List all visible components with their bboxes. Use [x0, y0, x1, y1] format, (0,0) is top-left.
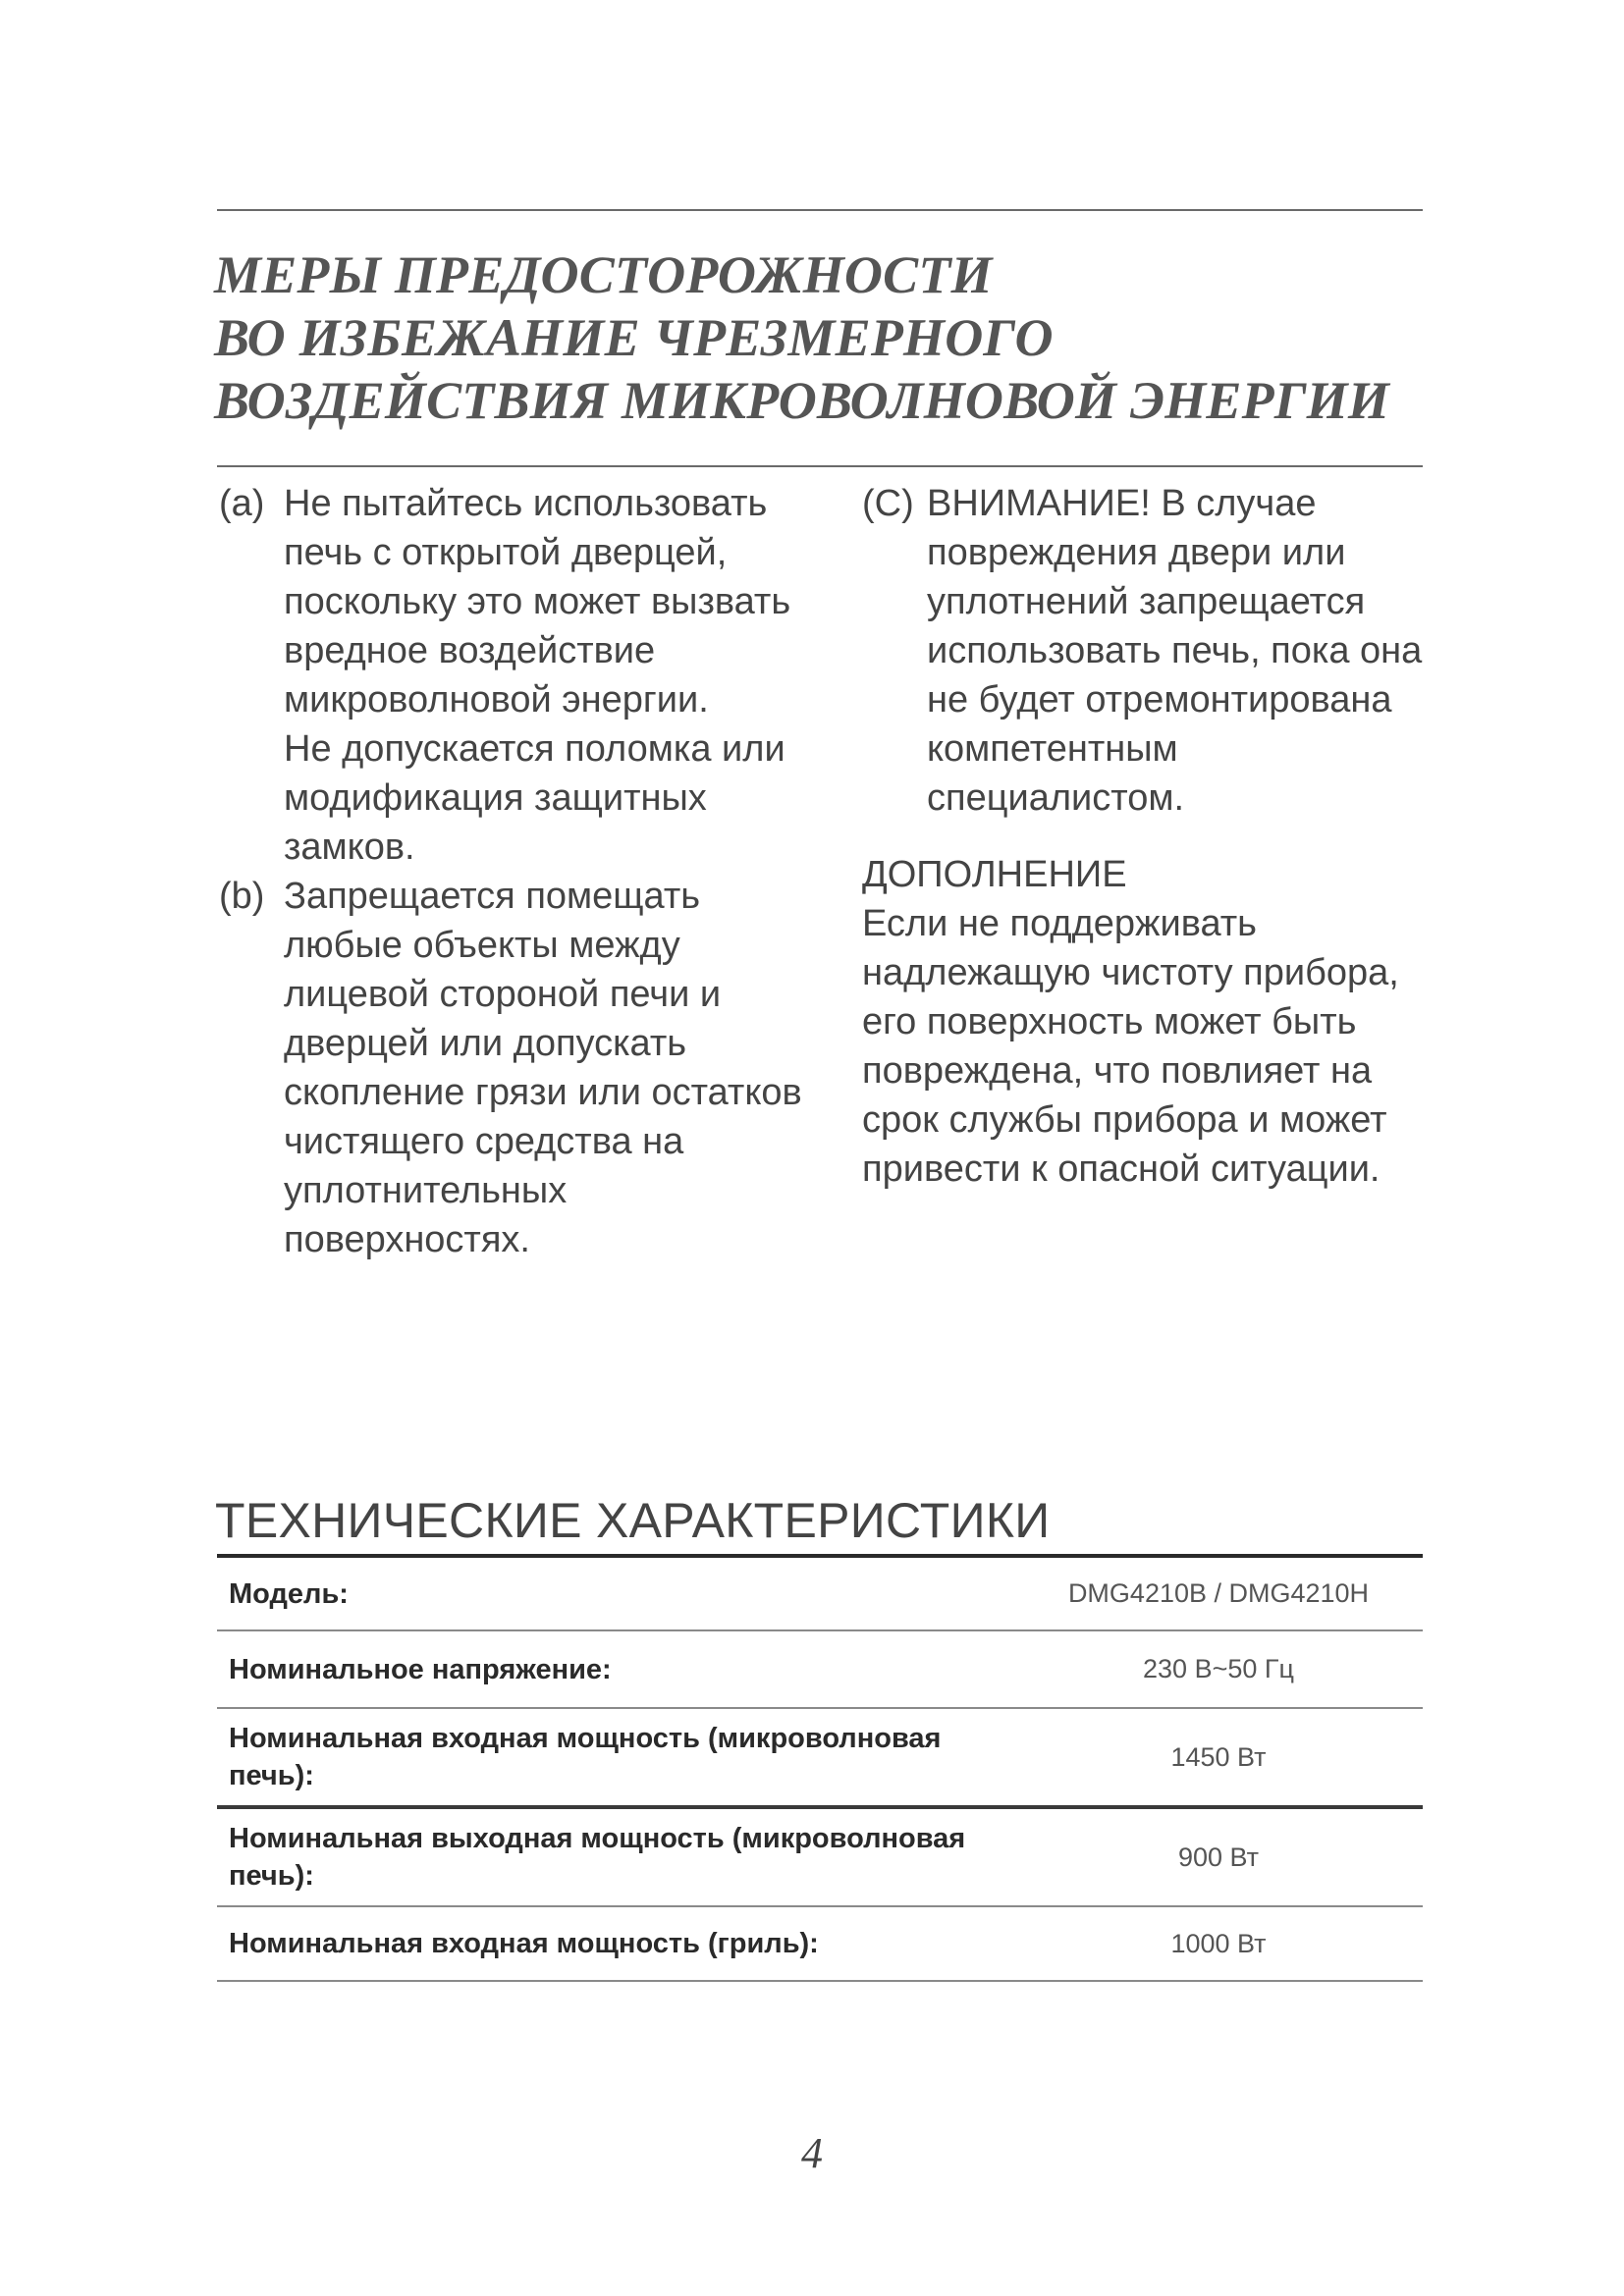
specs-table — [217, 1554, 1423, 1982]
title-line-1: МЕРЫ ПРЕДОСТОРОЖНОСТИ — [214, 245, 993, 304]
page-title — [214, 243, 1389, 432]
addendum-label: ДОПОЛНЕНИЕ — [862, 854, 1127, 895]
precaution-b — [219, 872, 808, 1264]
title-rule — [217, 465, 1423, 467]
spec-label: Модель: — [229, 1577, 349, 1610]
title-line-2: ВО ИЗБЕЖАНИЕ ЧРЕЗМЕРНОГО — [214, 308, 1054, 367]
precaution-c-text: ВНИМАНИЕ! В случае повреждения двери или уплотнений запрещается использовать печь, пока она не будет отремонтирована компетентным специалистом. — [927, 483, 1423, 819]
table-row — [217, 1907, 1423, 1982]
precautions-right-column — [862, 479, 1432, 1194]
precaution-c — [862, 479, 1432, 823]
spec-value: 1450 Вт — [1170, 1741, 1267, 1772]
title-line-3: ВОЗДЕЙСТВИЯ МИКРОВОЛНОВОЙ ЭНЕРГИИ — [214, 371, 1390, 430]
spec-label: Номинальная входная мощность (гриль): — [229, 1928, 819, 1959]
spec-label: Номинальная входная мощность (микроволновая печь): — [229, 1723, 942, 1791]
precautions-left-column — [219, 479, 808, 1264]
precaution-c-marker: (C) — [862, 483, 914, 524]
precaution-a-text: Не пытайтесь использовать печь с открытой дверцей, поскольку это может вызвать вредное воздействие микроволновой энергии. — [284, 483, 791, 721]
precaution-a — [219, 479, 808, 872]
table-row — [217, 1809, 1423, 1907]
addendum-text: Если не поддерживать надлежащую чистоту прибора, его поверхность может быть повреждена, что повлияет на срок службы прибора и может привести к опасной ситуации. — [862, 903, 1399, 1190]
precaution-b-marker: (b) — [219, 876, 265, 917]
page-number: 4 — [801, 2129, 823, 2177]
precaution-b-text: Запрещается помещать любые объекты между лицевой стороной печи и дверцей или допускать скопление грязи или остатков чистящего средства на уплотнительных поверхностях. — [284, 876, 802, 1260]
specs-heading: ТЕХНИЧЕСКИЕ ХАРАКТЕРИСТИКИ — [215, 1493, 1051, 1548]
table-row — [217, 1558, 1423, 1631]
spec-label: Номинальное напряжение: — [229, 1653, 612, 1685]
spec-value: 1000 Вт — [1170, 1928, 1267, 1958]
spec-value: 900 Вт — [1177, 1842, 1260, 1872]
table-row — [217, 1709, 1423, 1809]
precaution-a-text-2: Не допускается поломка или модификация защитных замков. — [284, 728, 785, 868]
table-row — [217, 1631, 1423, 1709]
spec-label: Номинальная выходная мощность (микроволновая печь): — [229, 1823, 966, 1892]
precaution-a-marker: (a) — [219, 483, 265, 524]
spec-value: 230 В~50 Гц — [1143, 1654, 1294, 1683]
spec-value: DMG4210B / DMG4210H — [1067, 1578, 1370, 1608]
top-rule — [217, 209, 1423, 211]
